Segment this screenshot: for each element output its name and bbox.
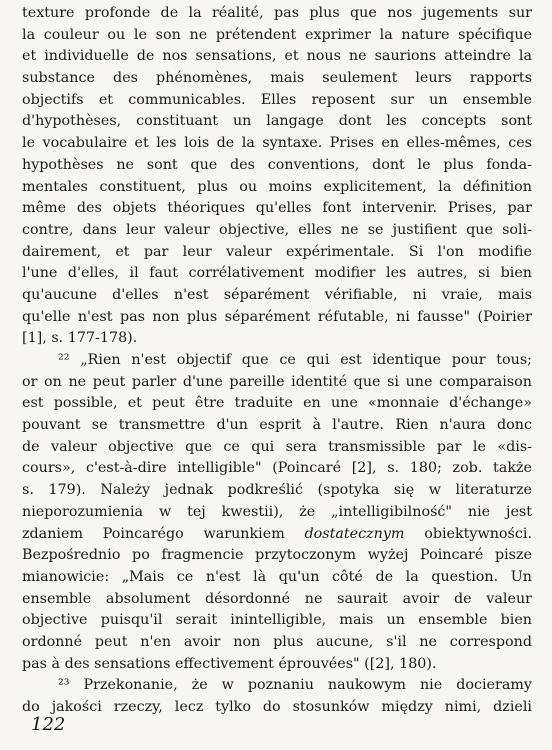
text-line: objective puisqu'il serait inintelligible, mais un ensemble bien bbox=[22, 612, 532, 629]
text-line: ensemble absolument désordonné ne saurait avoir de valeur bbox=[22, 590, 532, 607]
text-line: nieporozumienia w tej kwestii), że „intelligibilność" nie jest bbox=[22, 503, 532, 520]
text-line: qu'aucune d'elles n'est séparément vérifiable, ni vraie, mais bbox=[22, 286, 532, 303]
text-line: zdaniem Poincarégo warunkiem dostatecznym obiektywności. bbox=[22, 525, 532, 542]
text-line: mianowicie: „Mais ce n'est là qu'un côté de la question. Un bbox=[22, 568, 532, 585]
text-line: texture profonde de la réalité, pas plus que nos jugements sur bbox=[22, 5, 532, 21]
text-line: et individuelle de nos sensations, et nous ne saurions atteindre la bbox=[22, 48, 532, 65]
text-line: d'hypothèses, constituant un langage dont les concepts sont bbox=[22, 113, 532, 130]
text-line: ordonné peut n'en avoir non plus aucune, s'il ne correspond bbox=[22, 633, 532, 650]
page-number: 122 bbox=[31, 714, 66, 735]
text-line: objectifs et communicables. Elles reposent sur un ensemble bbox=[22, 91, 532, 108]
text-line: mentales constituent, plus ou moins explicitement, la définition bbox=[22, 178, 532, 195]
page-text bbox=[22, 3, 532, 719]
text-line: dairement, et par leur valeur expérimentale. Si l'on modifie bbox=[22, 243, 532, 260]
footnote-22-start: ²² „Rien n'est objectif que ce qui est identique pour tous; bbox=[58, 352, 532, 368]
text-line: Bezpośrednio po fragmencie przytoczonym wyżej Poincaré pisze bbox=[22, 547, 532, 564]
text-line: [1], s. 177-178). bbox=[22, 330, 138, 347]
text-line: qu'elle n'est pas non plus séparément réfutable, ni fausse" (Poirier bbox=[22, 308, 532, 325]
emphasized-word: dostatecznym bbox=[304, 525, 405, 542]
text-line: de valeur objective que ce qui sera transmissible par le «dis- bbox=[22, 438, 532, 455]
text-line: pas à des sensations effectivement éprouvées" ([2], 180). bbox=[22, 655, 437, 672]
text-line: la couleur ou le son ne prétendent exprimer la nature spécifique bbox=[22, 26, 532, 43]
text-line: le vocabulaire et les lois de la syntaxe. Prises en elles-mêmes, ces bbox=[22, 135, 532, 152]
text-line: pouvant se transmettre d'un esprit à l'autre. Rien n'aura donc bbox=[22, 417, 532, 434]
text-line: est possible, et peut être traduite en une «monnaie d'échange» bbox=[22, 395, 532, 412]
text-line: do jakości rzeczy, lecz tylko do stosunków między nimi, dzieli bbox=[22, 699, 532, 715]
footnote-23-start: ²³ Przekonanie, że w poznaniu naukowym nie docieramy bbox=[58, 677, 532, 694]
text-line: s. 179). Należy jednak podkreślić (spotyka się w literaturze bbox=[22, 482, 532, 499]
text-line: l'une d'elles, il faut corrélativement modifier les autres, si bien bbox=[22, 265, 532, 282]
text-line: cours», c'est-à-dire intelligible" (Poincaré [2], s. 180; zob. także bbox=[22, 460, 532, 477]
text-line: contre, dans leur valeur objective, elles ne se justifient que soli- bbox=[22, 221, 532, 238]
text-line: même des objets théoriques qu'elles font intervenir. Prises, par bbox=[22, 200, 532, 217]
text-line: hypothèses ne sont que des conventions, dont le plus fonda- bbox=[22, 156, 532, 173]
text-line: substance des phénomènes, mais seulement leurs rapports bbox=[22, 70, 532, 87]
text-line: or on ne peut parler d'une pareille identité que si une comparaison bbox=[22, 373, 532, 390]
